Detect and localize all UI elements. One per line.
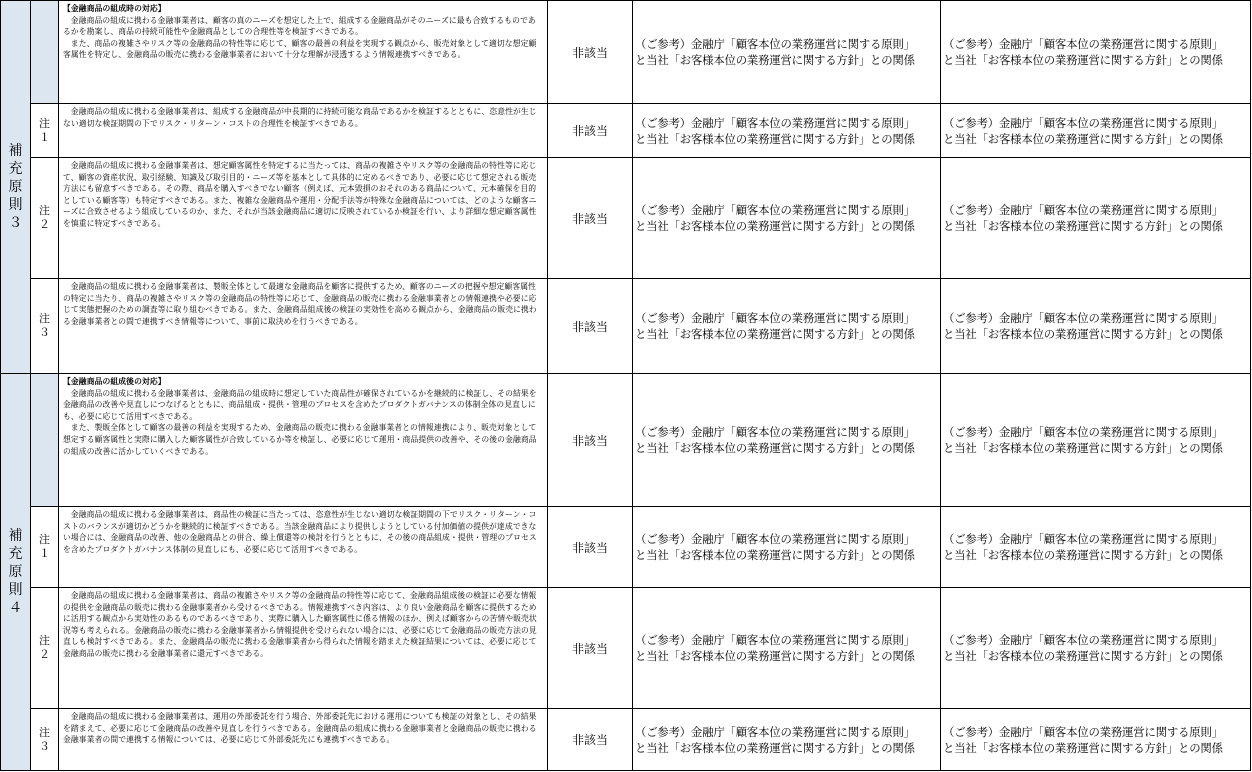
note-label: 注２ xyxy=(39,204,50,231)
note-label: 注２ xyxy=(39,634,50,661)
paragraph: 金融商品の組成に携わる金融事業者は、商品の複雑さやリスク等の金融商品の特性等に応じて、金融商品組成後の検証に必要な情報の提供を金融商品の販売に携わる金融事業者から受けるべきである。情報連携すべき内容は、より良い金融商品を顧客に提供するために活用する観点から実効性のあるものであるべきであり、実際に購入した顧客属性に係る情報のほか、例えば顧客からの苦情や販売状況等も考えられる。金融商品の販売に携わる金融事業者から情報提供を受けられない場合には、必要に応じて金融商品の販売方法の見直しも検討すべきである。また、金融商品の販売に携わる金融事業者から得られた情報を踏まえた検証結果については、必要に応じて金融商品の販売に携わる金融事業者に還元すべきである。 xyxy=(63,591,537,658)
status-cell: 非該当 xyxy=(548,374,633,507)
note-label: 注３ xyxy=(39,725,50,753)
paragraph: 金融商品の組成に携わる金融事業者は、運用の外部委託を行う場合、外部委託先における運用についても検証の対象とし、その結果を踏まえて、必要に応じて金融商品の改善や見直しを行うべきである。金融商品の組成に携わる金融事業者と金融商品の販売に携わる金融事業者の間で連携する情報については、必要に応じて外部委託先にも連携すべきである。 xyxy=(63,712,537,745)
reference-cell: （ご参考）金融庁「顧客本位の業務運営に関する原則」 と当社「お客様本位の業務運営に関する方針」との関係 xyxy=(941,104,1251,158)
paragraph: 金融商品の組成に携わる金融事業者は、想定顧客属性を特定するに当たっては、商品の複雑さやリスク等の金融商品の特性等に応じて、顧客の資産状況、取引経験、知識及び取引目的・ニーズ等を基本として具体的に定めるべきであり、必要に応じて想定される販売方法にも留意すべきである。その際、商品を購入すべきでない顧客（例えば、元本毀損のおそれのある商品について、元本確保を目的としている顧客等）も特定すべきである。また、複雑な金融商品や運用・分配手法等が特殊な金融商品については、どのような顧客ニーズに合致させるよう組成しているのか、また、それが当該金融商品に適切に反映されているか検証を行い、より詳細な想定顧客属性を慎重に特定すべきである。 xyxy=(63,161,537,228)
note-label-cell xyxy=(31,158,59,279)
note-text-cell xyxy=(59,104,548,158)
note-label-cell xyxy=(31,279,59,374)
note-text-cell xyxy=(59,158,548,279)
table-row xyxy=(1,279,1251,374)
paragraph: 金融商品の組成に携わる金融事業者は、製販全体として最適な金融商品を顧客に提供するため、顧客のニーズの把握や想定顧客属性の特定に当たり、商品の複雑さやリスク等の金融商品の特性等に応じて、金融商品の販売に携わる金融事業者との情報連携や必要に応じて実態把握のための調査等に取り組むべきである。また、金融商品組成後の検証の実効性を高める観点から、金融商品の販売に携わる金融事業者との間で連携すべき情報等について、事前に取決めを行うべきである。 xyxy=(63,282,537,326)
reference-cell: （ご参考）金融庁「顧客本位の業務運営に関する原則」 と当社「お客様本位の業務運営に関する方針」との関係 xyxy=(633,1,941,104)
reference-cell: （ご参考）金融庁「顧客本位の業務運営に関する原則」 と当社「お客様本位の業務運営に関する方針」との関係 xyxy=(941,588,1251,709)
note-label: 注１ xyxy=(39,116,50,144)
note-label-cell xyxy=(31,709,59,771)
paragraph: また、商品の複雑さやリスク等の金融商品の特性等に応じて、顧客の最善の利益を実現する観点から、販売対象として適切な想定顧客属性を特定し、金融商品の販売に携わる金融事業者において十分な理解が浸透するよう情報連携すべきである。 xyxy=(63,38,537,60)
note-label: 注３ xyxy=(39,312,50,339)
status-cell: 非該当 xyxy=(548,279,633,374)
reference-cell: （ご参考）金融庁「顧客本位の業務運営に関する原則」 と当社「お客様本位の業務運営に関する方針」との関係 xyxy=(633,279,941,374)
table-row xyxy=(1,158,1251,279)
table-row xyxy=(1,104,1251,158)
reference-cell: （ご参考）金融庁「顧客本位の業務運営に関する原則」 と当社「お客様本位の業務運営に関する方針」との関係 xyxy=(633,374,941,507)
note-label-cell xyxy=(31,588,59,709)
reference-cell: （ご参考）金融庁「顧客本位の業務運営に関する原則」 と当社「お客様本位の業務運営に関する方針」との関係 xyxy=(633,709,941,771)
status-cell: 非該当 xyxy=(548,507,633,588)
table-row xyxy=(1,374,1251,507)
principle-text-cell xyxy=(59,374,548,507)
reference-cell: （ご参考）金融庁「顧客本位の業務運営に関する原則」 と当社「お客様本位の業務運営に関する方針」との関係 xyxy=(633,104,941,158)
reference-cell: （ご参考）金融庁「顧客本位の業務運営に関する原則」 と当社「お客様本位の業務運営に関する方針」との関係 xyxy=(941,279,1251,374)
note-label-cell xyxy=(31,374,59,507)
reference-cell: （ご参考）金融庁「顧客本位の業務運営に関する原則」 と当社「お客様本位の業務運営に関する方針」との関係 xyxy=(633,588,941,709)
paragraph: また、製販全体として顧客の最善の利益を実現するため、金融商品の販売に携わる金融事業者との情報連携により、販売対象として想定する顧客属性と実際に購入した顧客属性が合致しているか等を検証し、必要に応じて運用・商品提供の改善や、その後の金融商品の組成の改善に活かしていくべきである。 xyxy=(63,423,537,456)
section-heading: 【金融商品の組成時の対応】 xyxy=(63,4,166,13)
principle-label: 補充原則３ xyxy=(8,143,23,231)
table-row xyxy=(1,709,1251,771)
status-cell: 非該当 xyxy=(548,104,633,158)
paragraph: 金融商品の組成に携わる金融事業者は、顧客の真のニーズを想定した上で、組成する金融商品がそのニーズに最も合致するものであるかを勘案し、商品の持続可能性や金融商品としての合理性等を検証すべきである。 xyxy=(63,15,536,37)
reference-cell: （ご参考）金融庁「顧客本位の業務運営に関する原則」 と当社「お客様本位の業務運営に関する方針」との関係 xyxy=(941,507,1251,588)
note-label-cell xyxy=(31,1,59,104)
note-label-cell xyxy=(31,507,59,588)
table-row xyxy=(1,507,1251,588)
paragraph: 金融商品の組成に携わる金融事業者は、金融商品の組成時に想定していた商品性が確保されているかを継続的に検証し、その結果を金融商品の改善や見直しにつなげるとともに、商品組成・提供・管理のプロセスを含めたプロダクトガバナンスの体制全体の見直しにも、必要に応じて活用すべきである。 xyxy=(63,388,537,421)
principle-label: 補充原則４ xyxy=(8,528,23,616)
table-row xyxy=(1,588,1251,709)
note-text-cell xyxy=(59,588,548,709)
note-text-cell xyxy=(59,279,548,374)
paragraph: 金融商品の組成に携わる金融事業者は、商品性の検証に当たっては、恣意性が生じない適切な検証期間の下でリスク・リターン・コストのバランスが適切かどうかを継続的に検証すべきである。当該金融商品により提供しようとしている付加価値の提供が達成できない場合には、金融商品の改善、他の金融商品との併合、繰上償還等の検討を行うとともに、その後の商品組成・提供・管理のプロセスを含めたプロダクトガバナンス体制の見直しにも、必要に応じて活用すべきである。 xyxy=(63,510,537,554)
note-label-cell xyxy=(31,104,59,158)
note-label: 注１ xyxy=(39,533,50,560)
paragraph: 金融商品の組成に携わる金融事業者は、組成する金融商品が中長期的に持続可能な商品であるかを検証するとともに、恣意性が生じない適切な検証期間の下でリスク・リターン・コストの合理性を検証すべきである。 xyxy=(63,107,537,128)
reference-cell: （ご参考）金融庁「顧客本位の業務運営に関する原則」 と当社「お客様本位の業務運営に関する方針」との関係 xyxy=(941,1,1251,104)
principle-text-cell xyxy=(59,1,548,104)
reference-cell: （ご参考）金融庁「顧客本位の業務運営に関する原則」 と当社「お客様本位の業務運営に関する方針」との関係 xyxy=(941,709,1251,771)
reference-cell: （ご参考）金融庁「顧客本位の業務運営に関する原則」 と当社「お客様本位の業務運営に関する方針」との関係 xyxy=(941,158,1251,279)
reference-cell: （ご参考）金融庁「顧客本位の業務運営に関する原則」 と当社「お客様本位の業務運営に関する方針」との関係 xyxy=(633,158,941,279)
status-cell: 非該当 xyxy=(548,158,633,279)
reference-cell: （ご参考）金融庁「顧客本位の業務運営に関する原則」 と当社「お客様本位の業務運営に関する方針」との関係 xyxy=(941,374,1251,507)
reference-cell: （ご参考）金融庁「顧客本位の業務運営に関する原則」 と当社「お客様本位の業務運営に関する方針」との関係 xyxy=(633,507,941,588)
status-cell: 非該当 xyxy=(548,588,633,709)
status-cell: 非該当 xyxy=(548,709,633,771)
principle-4-label-cell xyxy=(1,374,31,771)
note-text-cell xyxy=(59,709,548,771)
table-row xyxy=(1,1,1251,104)
principle-3-label-cell xyxy=(1,1,31,374)
note-text-cell xyxy=(59,507,548,588)
section-heading: 【金融商品の組成後の対応】 xyxy=(63,377,166,386)
status-cell: 非該当 xyxy=(548,1,633,104)
